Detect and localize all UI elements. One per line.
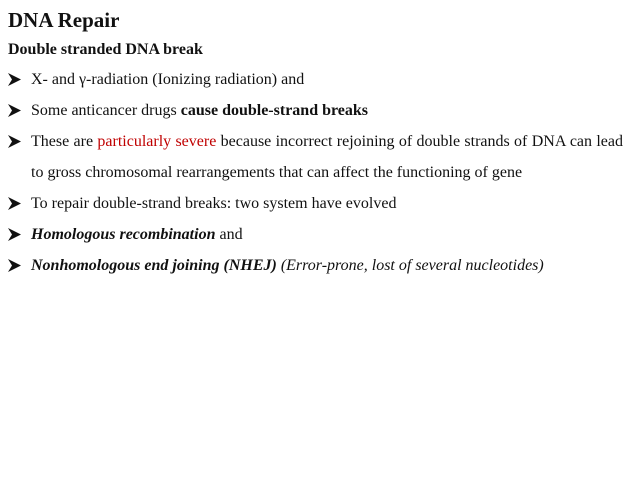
bullet-term: Homologous recombination [31, 226, 216, 243]
bullet-item [8, 95, 623, 126]
bullet-bold-text: cause double-strand breaks [180, 102, 369, 119]
slide-subtitle: Double stranded DNA break [8, 41, 203, 58]
bullet-text: To repair double-strand breaks: two system have evolved [31, 195, 397, 212]
bullet-item [8, 219, 623, 250]
slide-title: DNA Repair [8, 8, 120, 32]
bullet-note: (Error-prone, lost of several nucleotides) [276, 257, 544, 274]
bullet-text: because incorrect rejoining of double strands of DNA can lead to gross chromosomal rearrangements that can affect the functioning of gene [31, 133, 623, 181]
bullet-list [8, 64, 623, 281]
arrowhead-bullet-icon [8, 135, 21, 148]
arrowhead-bullet-icon [8, 259, 21, 272]
bullet-text: Some anticancer drugs [31, 102, 181, 119]
bullet-term: Nonhomologous end joining (NHEJ) [31, 257, 277, 274]
bullet-text: X- and γ-radiation (Ionizing radiation) and [31, 71, 305, 88]
arrowhead-bullet-icon [8, 197, 21, 210]
bullet-item [8, 64, 623, 95]
arrowhead-bullet-icon [8, 73, 21, 86]
arrowhead-bullet-icon [8, 104, 21, 117]
bullet-text: These are [31, 133, 98, 150]
bullet-text: and [215, 226, 243, 243]
highlighted-text: particularly severe [97, 133, 217, 150]
bullet-item [8, 188, 623, 219]
bullet-item [8, 126, 623, 188]
arrowhead-bullet-icon [8, 228, 21, 241]
bullet-item [8, 250, 623, 281]
